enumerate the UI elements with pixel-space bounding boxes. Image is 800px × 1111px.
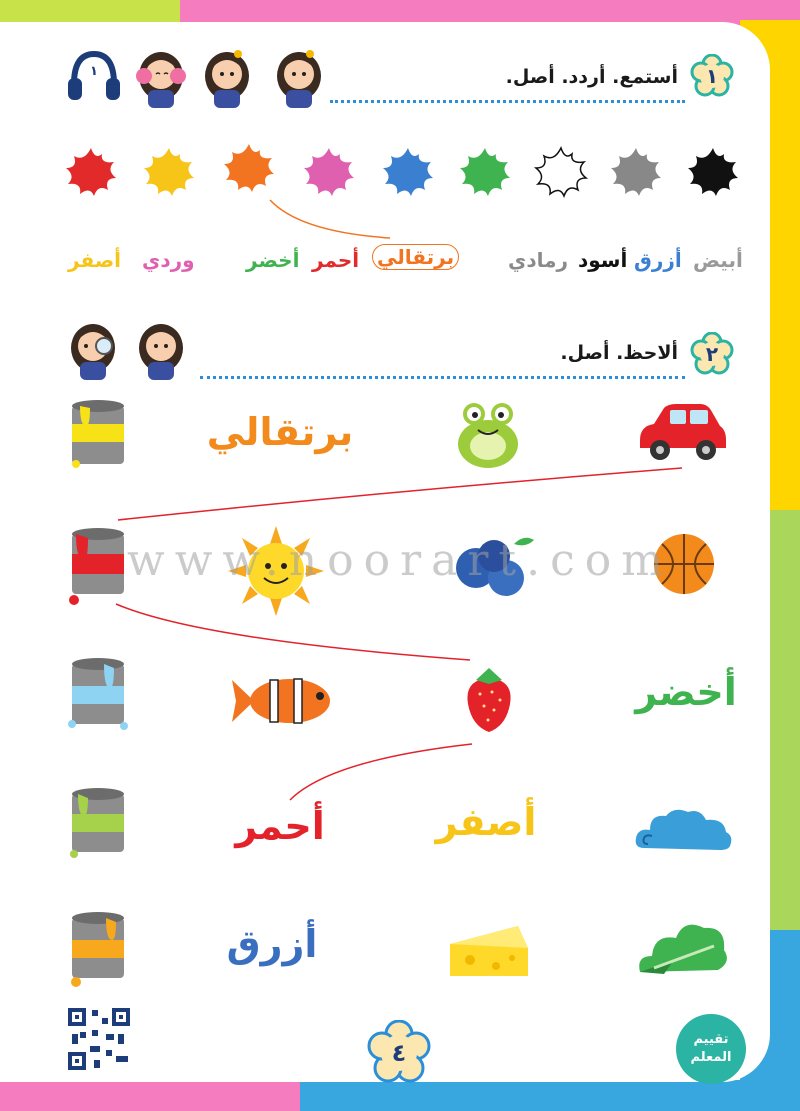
clownfish-picture bbox=[230, 672, 336, 734]
color-word-red: أحمر bbox=[312, 248, 360, 272]
teacher-eval-line2: المعلم bbox=[690, 1050, 732, 1065]
teacher-eval-line1: تقييم bbox=[693, 1032, 729, 1047]
red-car-picture bbox=[634, 400, 730, 468]
blue-paint-can bbox=[64, 656, 132, 736]
page-number: ٤ bbox=[391, 1039, 407, 1067]
color-word-blue: أزرق bbox=[634, 248, 682, 272]
cheese-picture bbox=[446, 920, 532, 986]
color-word-orange: برتقالي bbox=[372, 244, 459, 270]
word-green: أخضر bbox=[635, 670, 737, 714]
cloud-picture bbox=[634, 804, 734, 858]
qr-code[interactable] bbox=[66, 1006, 132, 1076]
yellow-paint-can bbox=[64, 398, 132, 474]
color-word-pink: وردي bbox=[142, 248, 195, 272]
green-paint-can bbox=[64, 786, 132, 866]
strawberry-picture bbox=[462, 664, 516, 738]
color-word-white: أبيض bbox=[693, 248, 743, 272]
word-yellow: أصفر bbox=[435, 800, 537, 844]
orange-paint-can bbox=[64, 910, 132, 994]
section1-title: أستمع. أردد. أصل. bbox=[505, 66, 678, 88]
word-red: أحمر bbox=[235, 804, 325, 848]
section2-title: ألاحظ. أصل. bbox=[560, 342, 678, 364]
teacher-evaluation-badge bbox=[676, 1014, 746, 1084]
color-word-yellow: أصفر bbox=[68, 248, 122, 272]
lettuce-picture bbox=[634, 916, 734, 984]
headphones-track-number: ١ bbox=[90, 64, 98, 79]
color-word-green: أخضر bbox=[246, 248, 300, 272]
section1-number: ١ bbox=[705, 64, 719, 88]
page-number-badge bbox=[366, 1020, 432, 1086]
color-word-black: أسود bbox=[578, 248, 628, 272]
frog-picture bbox=[448, 400, 528, 476]
watermark-text: www.noorart.com bbox=[127, 535, 673, 586]
color-word-gray: رمادي bbox=[508, 248, 568, 272]
word-orange: برتقالي bbox=[206, 410, 354, 454]
section2-number: ٢ bbox=[705, 342, 719, 366]
word-blue: أزرق bbox=[226, 922, 318, 966]
